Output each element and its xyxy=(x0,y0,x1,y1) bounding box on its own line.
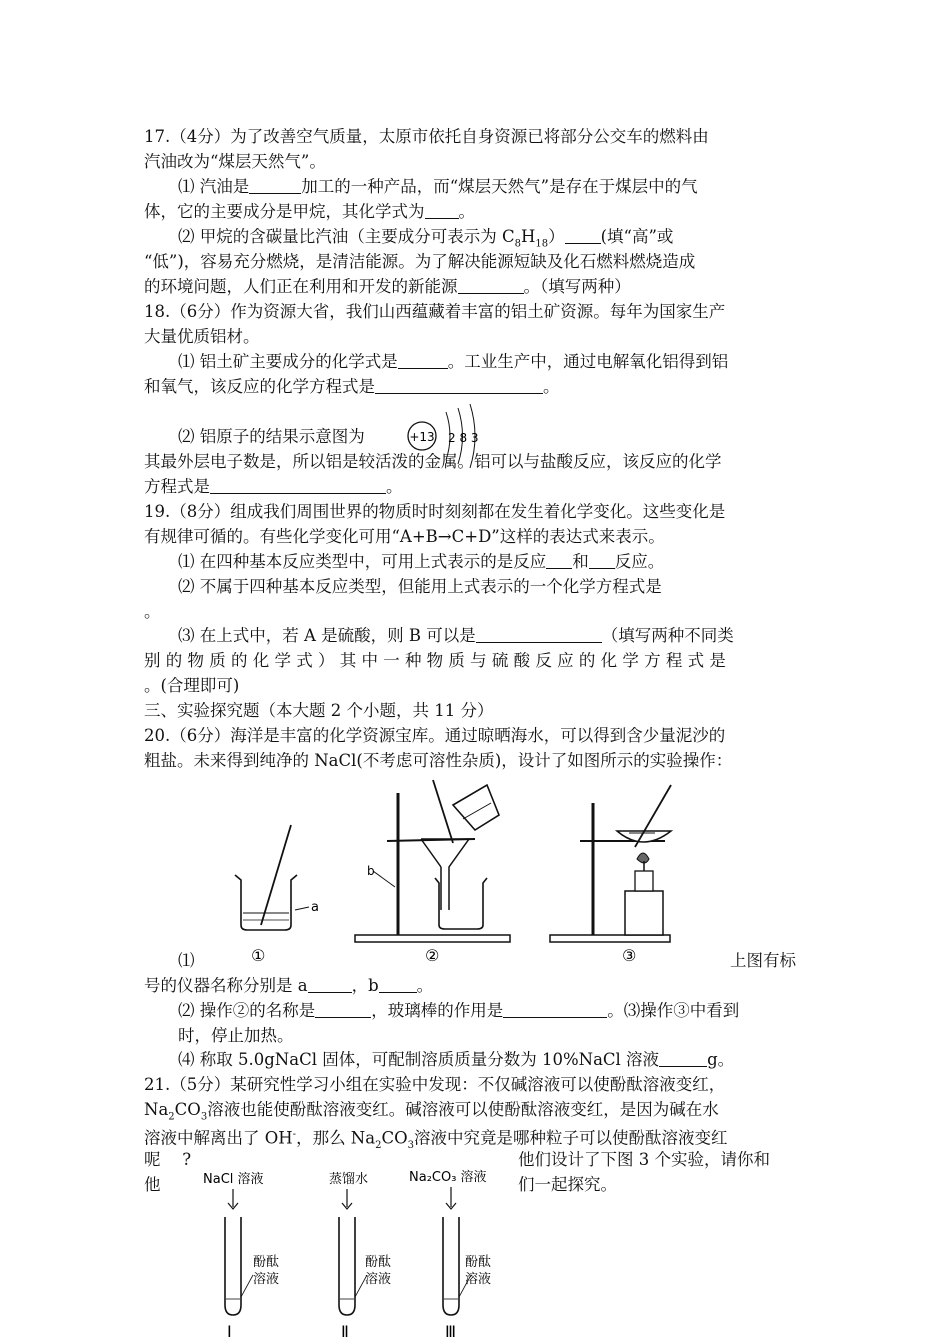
q21-line2: $Na_2CO_3$溶液也能使酚酞溶液变红。碱溶液可以使酚酞溶液变红，是因为碱在水 xyxy=(144,1100,719,1123)
section-3-title: 三、实验探究题（本大题 2 个小题，共 11 分） xyxy=(144,701,494,720)
tube-3-reagent: Na₂CO₃ 溶液 xyxy=(409,1170,487,1185)
q20-line6: 时，停止加热。 xyxy=(178,1026,294,1045)
q18-line3: ⑴ 铝土矿主要成分的化学式是 。工业生产中，通过电解氧化铝得到铝 xyxy=(178,352,729,371)
q19-line4: ⑵ 不属于四种基本反应类型，但能用上式表示的一个化学方程式是 xyxy=(178,577,662,596)
q21-line4-left: 呢 ? xyxy=(144,1150,192,1169)
tube-2-roman: Ⅱ xyxy=(341,1322,349,1341)
blank[interactable] xyxy=(210,477,386,494)
blank[interactable] xyxy=(565,227,601,244)
q17-line2: 汽油改为“煤层天然气”。 xyxy=(144,152,326,171)
test-tube-3 xyxy=(409,1169,491,1341)
q17-line6: “低”)，容易充分燃烧，是清洁能源。为了解决能源短缺及化石燃料燃烧造成 xyxy=(144,252,696,271)
tube-1-roman: Ⅰ xyxy=(227,1322,232,1341)
tube-2-indicator: 酚酞 xyxy=(365,1255,392,1270)
blank[interactable] xyxy=(503,1001,607,1018)
q17-line5: ⑵ 甲烷的含碳量比汽油（主要成分可表示为 $C_8H_{18}$） (填“高”或 xyxy=(178,227,674,250)
q17-line7: 的环境问题，人们正在利用和开发的新能源 。（填写两种） xyxy=(144,277,631,296)
tube-1-indicator: 酚酞 xyxy=(253,1255,280,1270)
q18-line2: 大量优质铝材。 xyxy=(144,327,260,346)
q17-line4: 体，它的主要成分是甲烷，其化学式为 。 xyxy=(144,202,475,221)
q18-line4: 和氧气，该反应的化学方程式是 。 xyxy=(144,377,560,396)
label-b: b xyxy=(367,864,375,878)
q21-line3: 溶液中解离出了 OH-，那么 $Na_2CO_3$溶液中究竟是哪种粒子可以使酚酞溶液变红 xyxy=(144,1128,728,1151)
q18-line5: ⑵ 铝原子的结果示意图为 xyxy=(178,427,365,446)
blank[interactable] xyxy=(589,552,615,569)
blank[interactable] xyxy=(308,976,352,993)
blank[interactable] xyxy=(476,626,602,643)
q20-line2: 粗盐。未来得到纯净的 NaCl(不考虑可溶性杂质)，设计了如图所示的实验操作： xyxy=(144,751,733,770)
atom-nucleus-label: +13 xyxy=(409,430,435,444)
tube-3-indicator-2: 溶液 xyxy=(465,1272,492,1287)
tube-3-roman: Ⅲ xyxy=(445,1322,457,1341)
q20-line1: 20.（6分）海洋是丰富的化学资源宝库。通过晾晒海水，可以得到含少量泥沙的 xyxy=(144,726,726,745)
filtration-setup xyxy=(355,780,510,965)
test-tube-figure xyxy=(195,1163,515,1344)
q18-line7: 方程式是 。 xyxy=(144,477,403,496)
q19-line5: 。 xyxy=(144,602,161,621)
operation-3-number: ③ xyxy=(622,946,637,965)
q18-line6: 其最外层电子数是，所以铝是较活泼的金属。铝可以与盐酸反应，该反应的化学 xyxy=(144,452,722,471)
q19-line1: 19.（8分）组成我们周围世界的物质时时刻刻都在发生着化学变化。这些变化是 xyxy=(144,502,726,521)
experiment-figure xyxy=(225,775,675,970)
atom-shells-label: 2 8 3 xyxy=(448,431,479,445)
q19-line2: 有规律可循的。有些化学变化可用“A+B→C+D”这样的表达式来表示。 xyxy=(144,527,665,546)
blank[interactable] xyxy=(375,377,543,394)
beaker-with-rod xyxy=(235,825,319,965)
tube-1-indicator-2: 溶液 xyxy=(253,1272,280,1287)
q20-line4: 号的仪器名称分别是 a ，b 。 xyxy=(144,976,434,995)
q17-line1: 17.（4分）为了改善空气质量，太原市依托自身资源已将部分公交车的燃料由 xyxy=(144,127,709,146)
q19-line8: 。(合理即可) xyxy=(144,676,240,695)
tube-2-reagent: 蒸馏水 xyxy=(329,1172,369,1187)
blank[interactable] xyxy=(315,1001,371,1018)
label-a: a xyxy=(311,900,319,915)
q21-line5-left: 他 xyxy=(144,1175,161,1194)
tube-3-indicator: 酚酞 xyxy=(465,1255,492,1270)
q17-line3: ⑴ 汽油是 加工的一种产品，而“煤层天然气”是存在于煤层中的气 xyxy=(178,177,698,196)
q20-line5: ⑵ 操作②的名称是 ，玻璃棒的作用是 。⑶操作③中看到 xyxy=(178,1001,740,1020)
q20-line3-right: 上图有标 xyxy=(730,951,796,970)
blank[interactable] xyxy=(398,352,448,369)
q21-line1: 21.（5分）某研究性学习小组在实验中发现：不仅碱溶液可以使酚酞溶液变红， xyxy=(144,1075,726,1094)
operation-1-number: ① xyxy=(251,946,266,965)
q18-line1: 18.（6分）作为资源大省，我们山西蕴藏着丰富的铝土矿资源。每年为国家生产 xyxy=(144,302,726,321)
blank[interactable] xyxy=(249,177,301,194)
test-tube-1 xyxy=(203,1171,279,1341)
blank[interactable] xyxy=(458,277,524,294)
q19-line3: ⑴ 在四种基本反应类型中，可用上式表示的是反应 和 反应。 xyxy=(178,552,665,571)
blank[interactable] xyxy=(425,202,459,219)
blank[interactable] xyxy=(546,552,572,569)
test-tube-2 xyxy=(329,1171,391,1341)
tube-2-indicator-2: 溶液 xyxy=(365,1272,392,1287)
evaporation-setup xyxy=(550,785,671,965)
blank[interactable] xyxy=(379,976,417,993)
q20-line3-left: ⑴ xyxy=(178,951,195,970)
q21-line4-right: 他们设计了下图 3 个实验，请你和 xyxy=(518,1150,770,1169)
q19-line6: ⑶ 在上式中，若 A 是硫酸，则 B 可以是 （填写两种不同类 xyxy=(178,626,734,645)
q21-line5-right: 们一起探究。 xyxy=(518,1175,617,1194)
operation-2-number: ② xyxy=(425,946,440,965)
tube-1-reagent: NaCl 溶液 xyxy=(203,1172,264,1187)
q20-line7: ⑷ 称取 5.0gNaCl 固体，可配制溶质质量分数为 10%NaCl 溶液 g。 xyxy=(178,1050,735,1069)
blank[interactable] xyxy=(659,1050,707,1067)
q19-line7: 别 的 物 质 的 化 学 式 ） 其 中 一 种 物 质 与 硫 酸 反 应 的 化 学 方 程 式 是 xyxy=(144,651,726,670)
